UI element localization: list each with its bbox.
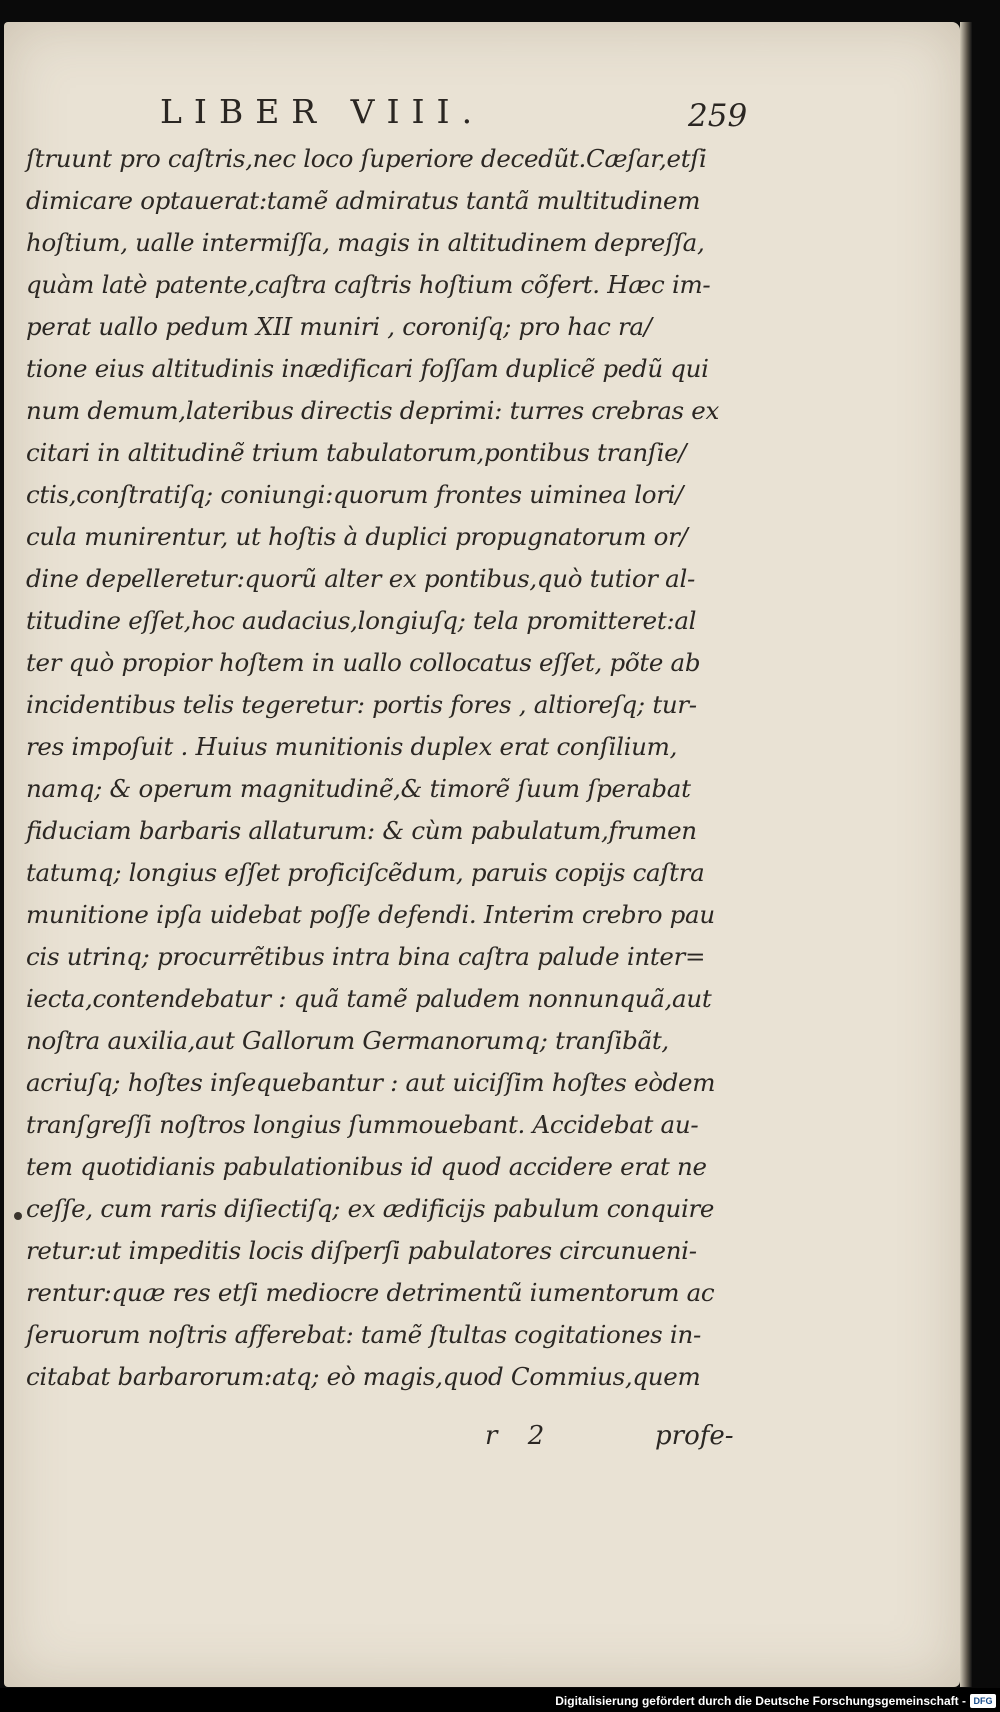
dfg-logo-text: DFG	[973, 1696, 993, 1706]
text-line: citari in altitudinẽ trium tabulatorum,pontibus tranſie/	[26, 438, 687, 467]
text-line: dimicare optauerat:tamẽ admiratus tantã multitudinem	[26, 186, 701, 215]
text-line: noſtra auxilia,aut Gallorum Germanorumq; tranſibãt,	[26, 1026, 669, 1055]
signature-mark: r 2	[485, 1421, 545, 1451]
text-line: namq; & operum magnitudinẽ,& timorẽ ſuum ſperabat	[26, 774, 691, 803]
text-line: iecta,contendebatur : quã tamẽ paludem nonnunquã,aut	[26, 984, 712, 1013]
dfg-logo	[970, 1694, 996, 1708]
text-line: dine depelleretur:quorũ alter ex pontibus,quò tutior al-	[26, 564, 695, 593]
catchword: profe-	[655, 1421, 734, 1451]
text-line: retur:ut impeditis locis diſperſi pabulatores circunueni-	[26, 1236, 697, 1265]
text-line: tem quotidianis pabulationibus id quod accidere erat ne	[26, 1152, 707, 1181]
page-number: 259	[688, 98, 748, 134]
digitization-credit: Digitalisierung gefördert durch die Deutsche Forschungsgemeinschaft -	[555, 1694, 966, 1708]
text-line: hoſtium, ualle intermiſſa, magis in altitudinem depreſſa,	[26, 228, 705, 257]
text-line: num demum,lateribus directis deprimi: turres crebras ex	[26, 396, 719, 425]
text-line: ceſſe, cum raris diſiectiſq; ex ædificijs pabulum conquire	[26, 1194, 715, 1223]
text-line: tione eius altitudinis inædificari foſſam duplicẽ pedũ qui	[26, 354, 709, 383]
text-line: ſtruunt pro caſtris,nec loco ſuperiore decedũt.Cæſar,etſi	[26, 144, 707, 173]
text-line: ter quò propior hoſtem in uallo collocatus eſſet, põte ab	[26, 648, 701, 677]
text-line: titudine eſſet,hoc audacius,longiuſq; tela promitteret:al	[26, 606, 697, 635]
text-line: perat uallo pedum XII muniri , coroniſq; pro hac ra/	[26, 312, 652, 341]
footer-bar	[0, 1688, 1000, 1712]
body-text	[26, 138, 746, 1398]
text-line: acriuſq; hoſtes inſequebantur : aut uiciſſim hoſtes eòdem	[26, 1068, 716, 1097]
text-line: munitione ipſa uidebat poſſe defendi. Interim crebro pau	[26, 900, 715, 929]
running-title: LIBER VIII.	[160, 92, 485, 131]
text-line: citabat barbarorum:atq; eò magis,quod Commius,quem	[26, 1362, 701, 1391]
text-line: incidentibus telis tegeretur: portis fores , altioreſq; tur-	[26, 690, 697, 719]
text-line: tatumq; longius eſſet proficiſcẽdum, paruis copijs caſtra	[26, 858, 705, 887]
text-line: cis utrinq; procurrẽtibus intra bina caſtra palude inter=	[26, 942, 706, 971]
page-edge-shadow	[960, 22, 972, 1687]
text-line: quàm latè patente,caſtra caſtris hoſtium cõfert. Hæc im-	[26, 270, 711, 299]
text-line: rentur:quæ res etſi mediocre detrimentũ iumentorum ac	[26, 1278, 715, 1307]
text-line: cula munirentur, ut hoſtis à duplici propugnatorum or/	[26, 522, 688, 551]
margin-mark	[14, 1212, 22, 1220]
text-line: ſeruorum noſtris afferebat: tamẽ ſtultas cogitationes in-	[26, 1320, 701, 1349]
text-line: res impoſuit . Huius munitionis duplex erat conſilium,	[26, 732, 678, 761]
text-line: fiduciam barbaris allaturum: & cùm pabulatum,frumen	[26, 816, 697, 845]
text-line: tranſgreſſi noſtros longius ſummouebant. Accidebat au-	[26, 1110, 699, 1139]
text-line: ctis,conſtratiſq; coniungi:quorum frontes uiminea lori/	[26, 480, 684, 509]
